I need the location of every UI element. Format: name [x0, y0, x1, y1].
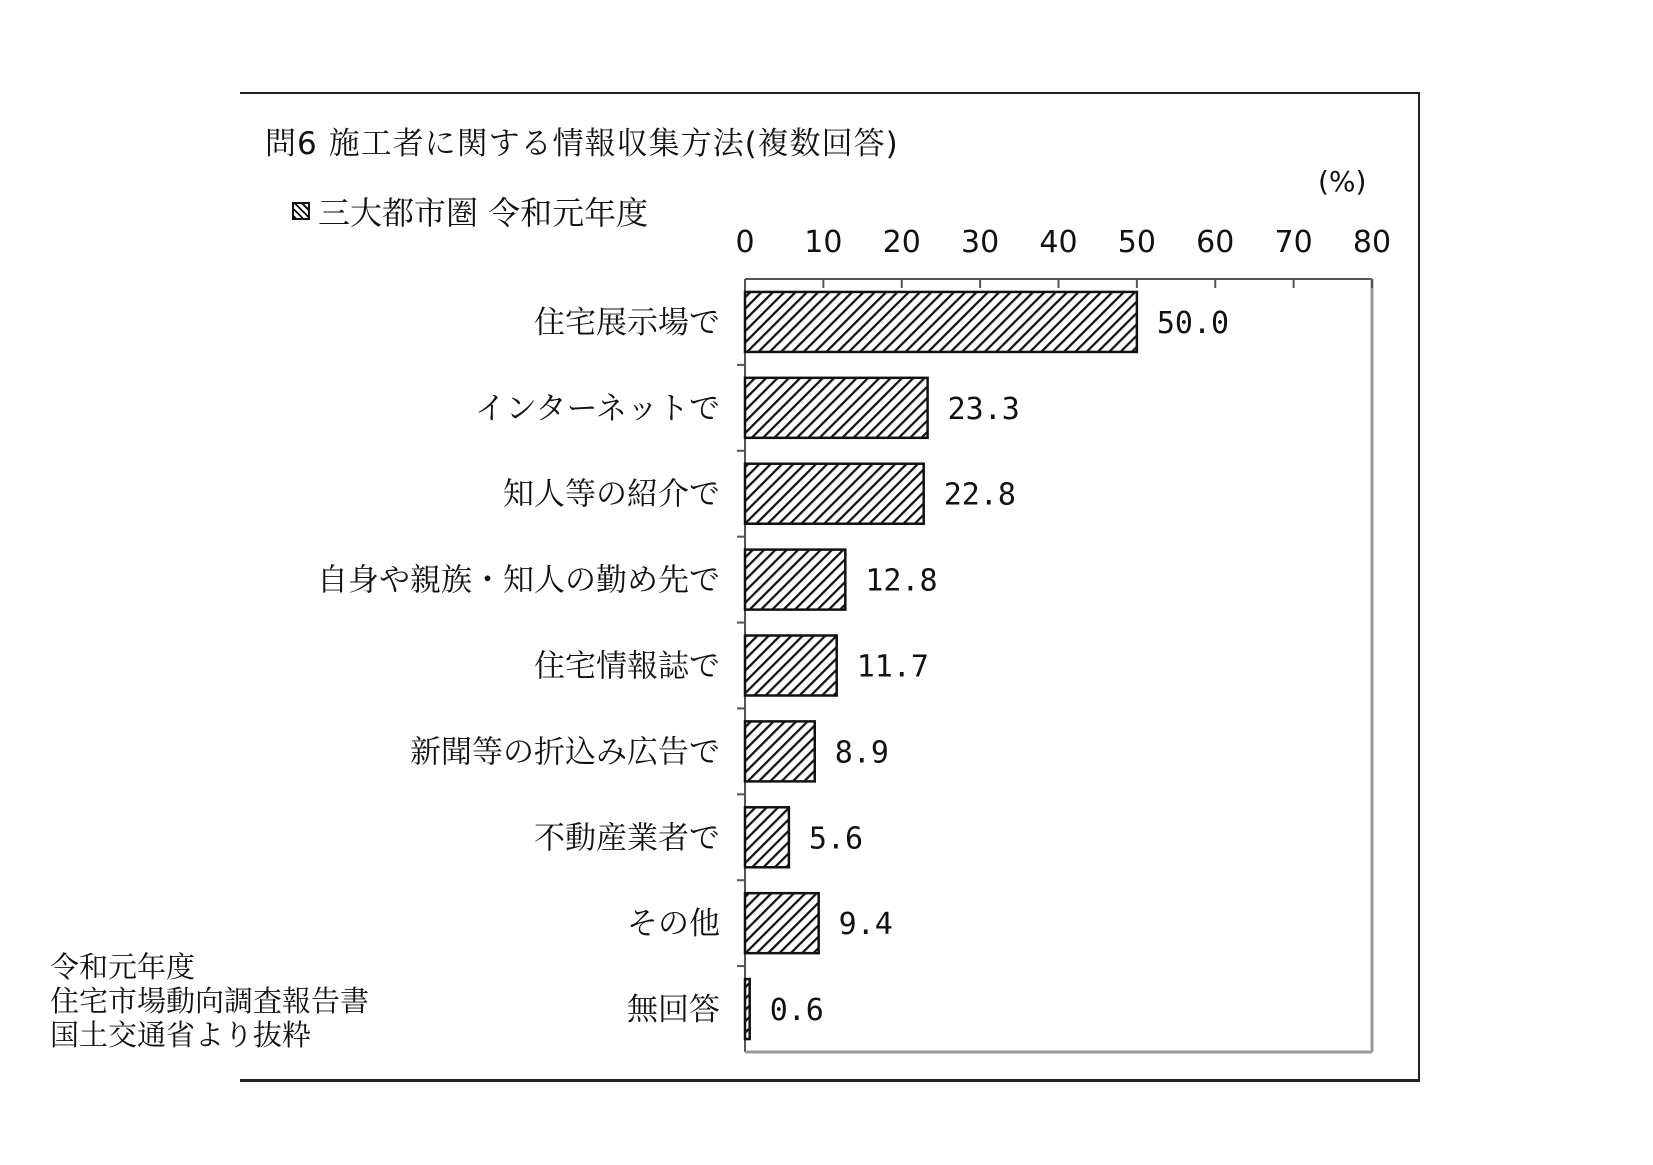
legend-label: 三大都市圏 令和元年度 [318, 194, 649, 232]
source-line: 住宅市場動向調査報告書 [50, 984, 370, 1018]
x-tick-label: 30 [961, 225, 1000, 260]
bar [745, 464, 924, 524]
category-label: 自身や親族・知人の勤め先で [317, 562, 720, 599]
source-line: 国土交通省より抜粋 [50, 1018, 312, 1052]
category-label: インターネットで [474, 390, 720, 427]
x-tick-label: 50 [1117, 225, 1156, 260]
unit-label: (%) [1318, 165, 1367, 198]
bar [745, 378, 928, 438]
data-label: 9.4 [838, 907, 893, 943]
data-label: 22.8 [943, 477, 1016, 513]
data-label: 0.6 [769, 993, 824, 1029]
source-note [50, 950, 369, 1052]
x-tick-label: 0 [735, 225, 755, 260]
x-tick-label: 40 [1039, 225, 1078, 260]
bar [745, 721, 815, 781]
category-label: 新聞等の折込み広告で [410, 734, 720, 771]
bar [745, 807, 789, 867]
category-label: その他 [627, 906, 720, 943]
category-label: 住宅展示場で [534, 304, 720, 341]
bar [745, 636, 837, 696]
bar [745, 550, 845, 610]
source-line: 令和元年度 [50, 950, 196, 984]
bar [745, 979, 750, 1039]
x-tick-label: 70 [1274, 225, 1313, 260]
category-label: 無回答 [627, 992, 720, 1029]
category-label: 不動産業者で [534, 820, 720, 857]
x-tick-label: 20 [882, 225, 921, 260]
chart-title: 問6 施工者に関する情報収集方法(複数回答) [265, 126, 899, 162]
data-label: 8.9 [834, 735, 889, 771]
bar [745, 292, 1137, 352]
data-label: 50.0 [1156, 305, 1230, 341]
category-label: 知人等の紹介で [503, 476, 720, 513]
x-tick-label: 10 [804, 225, 843, 260]
bar [745, 893, 819, 953]
category-label: 住宅情報誌で [534, 648, 720, 685]
x-tick-label: 80 [1352, 225, 1392, 260]
x-tick-label: 60 [1196, 225, 1235, 260]
data-label: 11.7 [856, 649, 929, 685]
data-label: 5.6 [808, 821, 864, 857]
data-label: 12.8 [865, 563, 938, 599]
data-label: 23.3 [947, 391, 1020, 427]
